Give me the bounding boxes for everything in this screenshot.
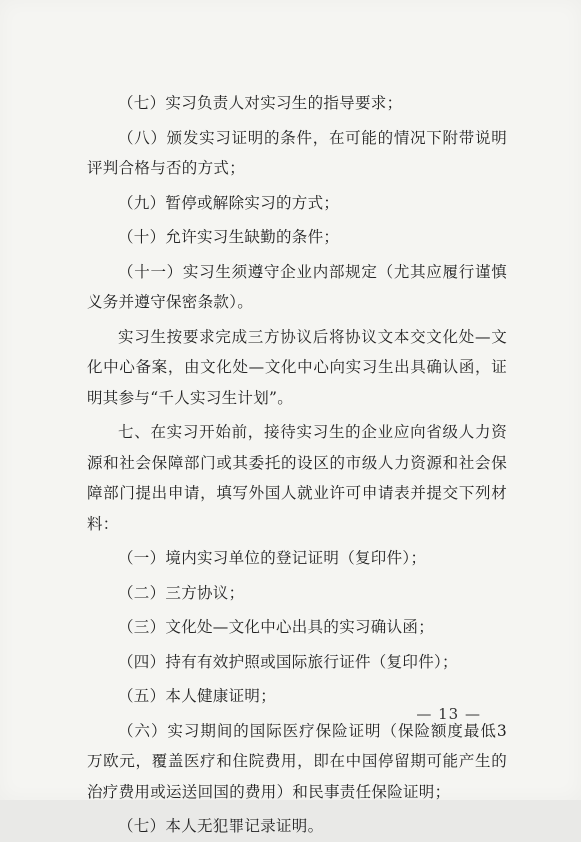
paragraph: （十）允许实习生缺勤的条件； — [118, 228, 340, 246]
paragraph: （九）暂停或解除实习的方式； — [118, 193, 340, 212]
page-number: — 13 — — [416, 705, 481, 723]
paragraph: （七）实习负责人对实习生的指导要求； — [118, 94, 403, 112]
paragraph: （八）颁发实习证明的条件，在可能的情况下附带说明评判合格与否的方式； — [87, 128, 507, 177]
paragraph: （七）本人无犯罪记录证明。 — [118, 817, 324, 835]
paragraph: （六）实习期间的国际医疗保险证明（保险额度最低3万欧元，覆盖医疗和住院费用，即在中国停留期可能产生的治疗费用或运送回国的费用）和民事责任保险证明； — [87, 721, 507, 801]
paragraph: （四）持有有效护照或国际旅行证件（复印件）； — [118, 652, 458, 671]
paragraph: 实习生按要求完成三方协议后将协议文本交文化处—文化中心备案，由文化处—文化中心向实习生出具确认函，证明其参与“千人实习生计划”。 — [87, 327, 507, 407]
paragraph: （三）文化处—文化中心出具的实习确认函； — [118, 618, 435, 636]
paragraph: 七、在实习开始前，接待实习生的企业应向省级人力资源和社会保障部门或其委托的设区的市级人力资源和社会保障部门提出申请，填写外国人就业许可申请表并提交下列材料： — [87, 423, 507, 533]
paragraph: （二）三方协议； — [118, 583, 245, 602]
paragraph: （十一）实习生须遵守企业内部规定（尤其应履行谨慎义务并遵守保密条款）。 — [87, 262, 507, 311]
document-body — [87, 88, 507, 842]
paragraph: （五）本人健康证明； — [118, 687, 277, 705]
paragraph: （一）境内实习单位的登记证明（复印件）； — [118, 549, 427, 567]
